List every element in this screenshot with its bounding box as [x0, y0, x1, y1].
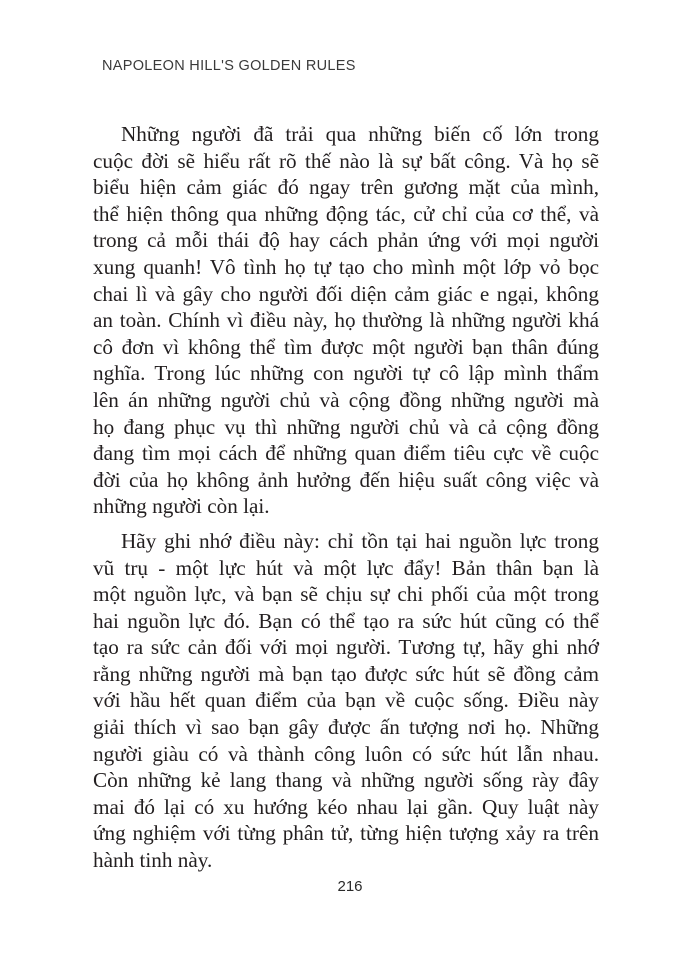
running-header: NAPOLEON HILL'S GOLDEN RULES	[102, 58, 356, 74]
text-line: rằng những người mà bạn tạo được sức hút sẽ đồng cảm	[93, 661, 599, 686]
text-line: vũ trụ - một lực hút và một lực đẩy! Bản thân bạn là	[93, 555, 599, 580]
text-line: xung quanh! Vô tình họ tự tạo cho mình một lớp vỏ bọc	[93, 254, 599, 279]
text-line: Còn những kẻ lang thang và những người sống rày đây	[93, 768, 599, 793]
page-number: 216	[337, 878, 363, 895]
text-line: hành tinh này.	[93, 848, 213, 873]
text-line: Những người đã trải qua những biến cố lớn trong	[121, 122, 599, 146]
text-line: một nguồn lực, và bạn sẽ chịu sự chi phối của một trong	[93, 582, 599, 607]
text-line: biểu hiện cảm giác đó ngay trên gương mặt của mình,	[93, 175, 599, 200]
text-line: cuộc đời sẽ hiểu rất rõ thế nào là sự bất công. Và họ sẽ	[93, 148, 599, 173]
text-line: an toàn. Chính vì điều này, họ thường là những người khá	[93, 308, 599, 333]
text-line: chai lì và gây cho người đối diện cảm giác e ngại, không	[93, 281, 599, 306]
text-line: hai nguồn lực đó. Bạn có thể tạo ra sức hút cũng có thể	[93, 608, 599, 633]
text-line: người giàu có và thành công luôn có sức hút lẫn nhau.	[93, 741, 599, 766]
text-line: cô đơn vì không thể tìm được một người bạn thân đúng	[93, 334, 599, 359]
text-line: ứng nghiệm với từng phân tử, từng hiện tượng xảy ra trên	[93, 821, 599, 846]
text-line: tạo ra sức cản đối với mọi người. Tương tự, hãy ghi nhớ	[93, 635, 599, 660]
text-line: Hãy ghi nhớ điều này: chỉ tồn tại hai nguồn lực trong	[121, 528, 599, 553]
text-line: mai đó lại có xu hướng kéo nhau lại gần. Quy luật này	[93, 794, 599, 819]
text-line: những người còn lại.	[93, 494, 270, 519]
text-line: lên án những người chủ và cộng đồng những người mà	[93, 387, 599, 412]
text-line: với hầu hết quan điểm của bạn về cuộc sống. Điều này	[93, 688, 599, 713]
text-line: nghĩa. Trong lúc những con người tự cô lập mình thẩm	[93, 361, 599, 386]
body-text	[93, 121, 599, 874]
text-line: trong cả mỗi thái độ hay cách phản ứng với mọi người	[93, 228, 599, 253]
text-line: đời của họ không ảnh hưởng đến hiệu suất công việc và	[93, 467, 599, 492]
text-line: thể hiện thông qua những động tác, cử chỉ của cơ thể, và	[93, 201, 599, 226]
paragraph-1	[93, 121, 599, 520]
text-line: họ đang phục vụ thì những người chủ và cả cộng đồng	[93, 414, 599, 439]
text-line: đang tìm mọi cách để những quan điểm tiêu cực về cuộc	[93, 441, 599, 466]
text-line: giải thích vì sao bạn gây được ấn tượng nơi họ. Những	[93, 715, 599, 740]
paragraph-2	[93, 528, 599, 874]
